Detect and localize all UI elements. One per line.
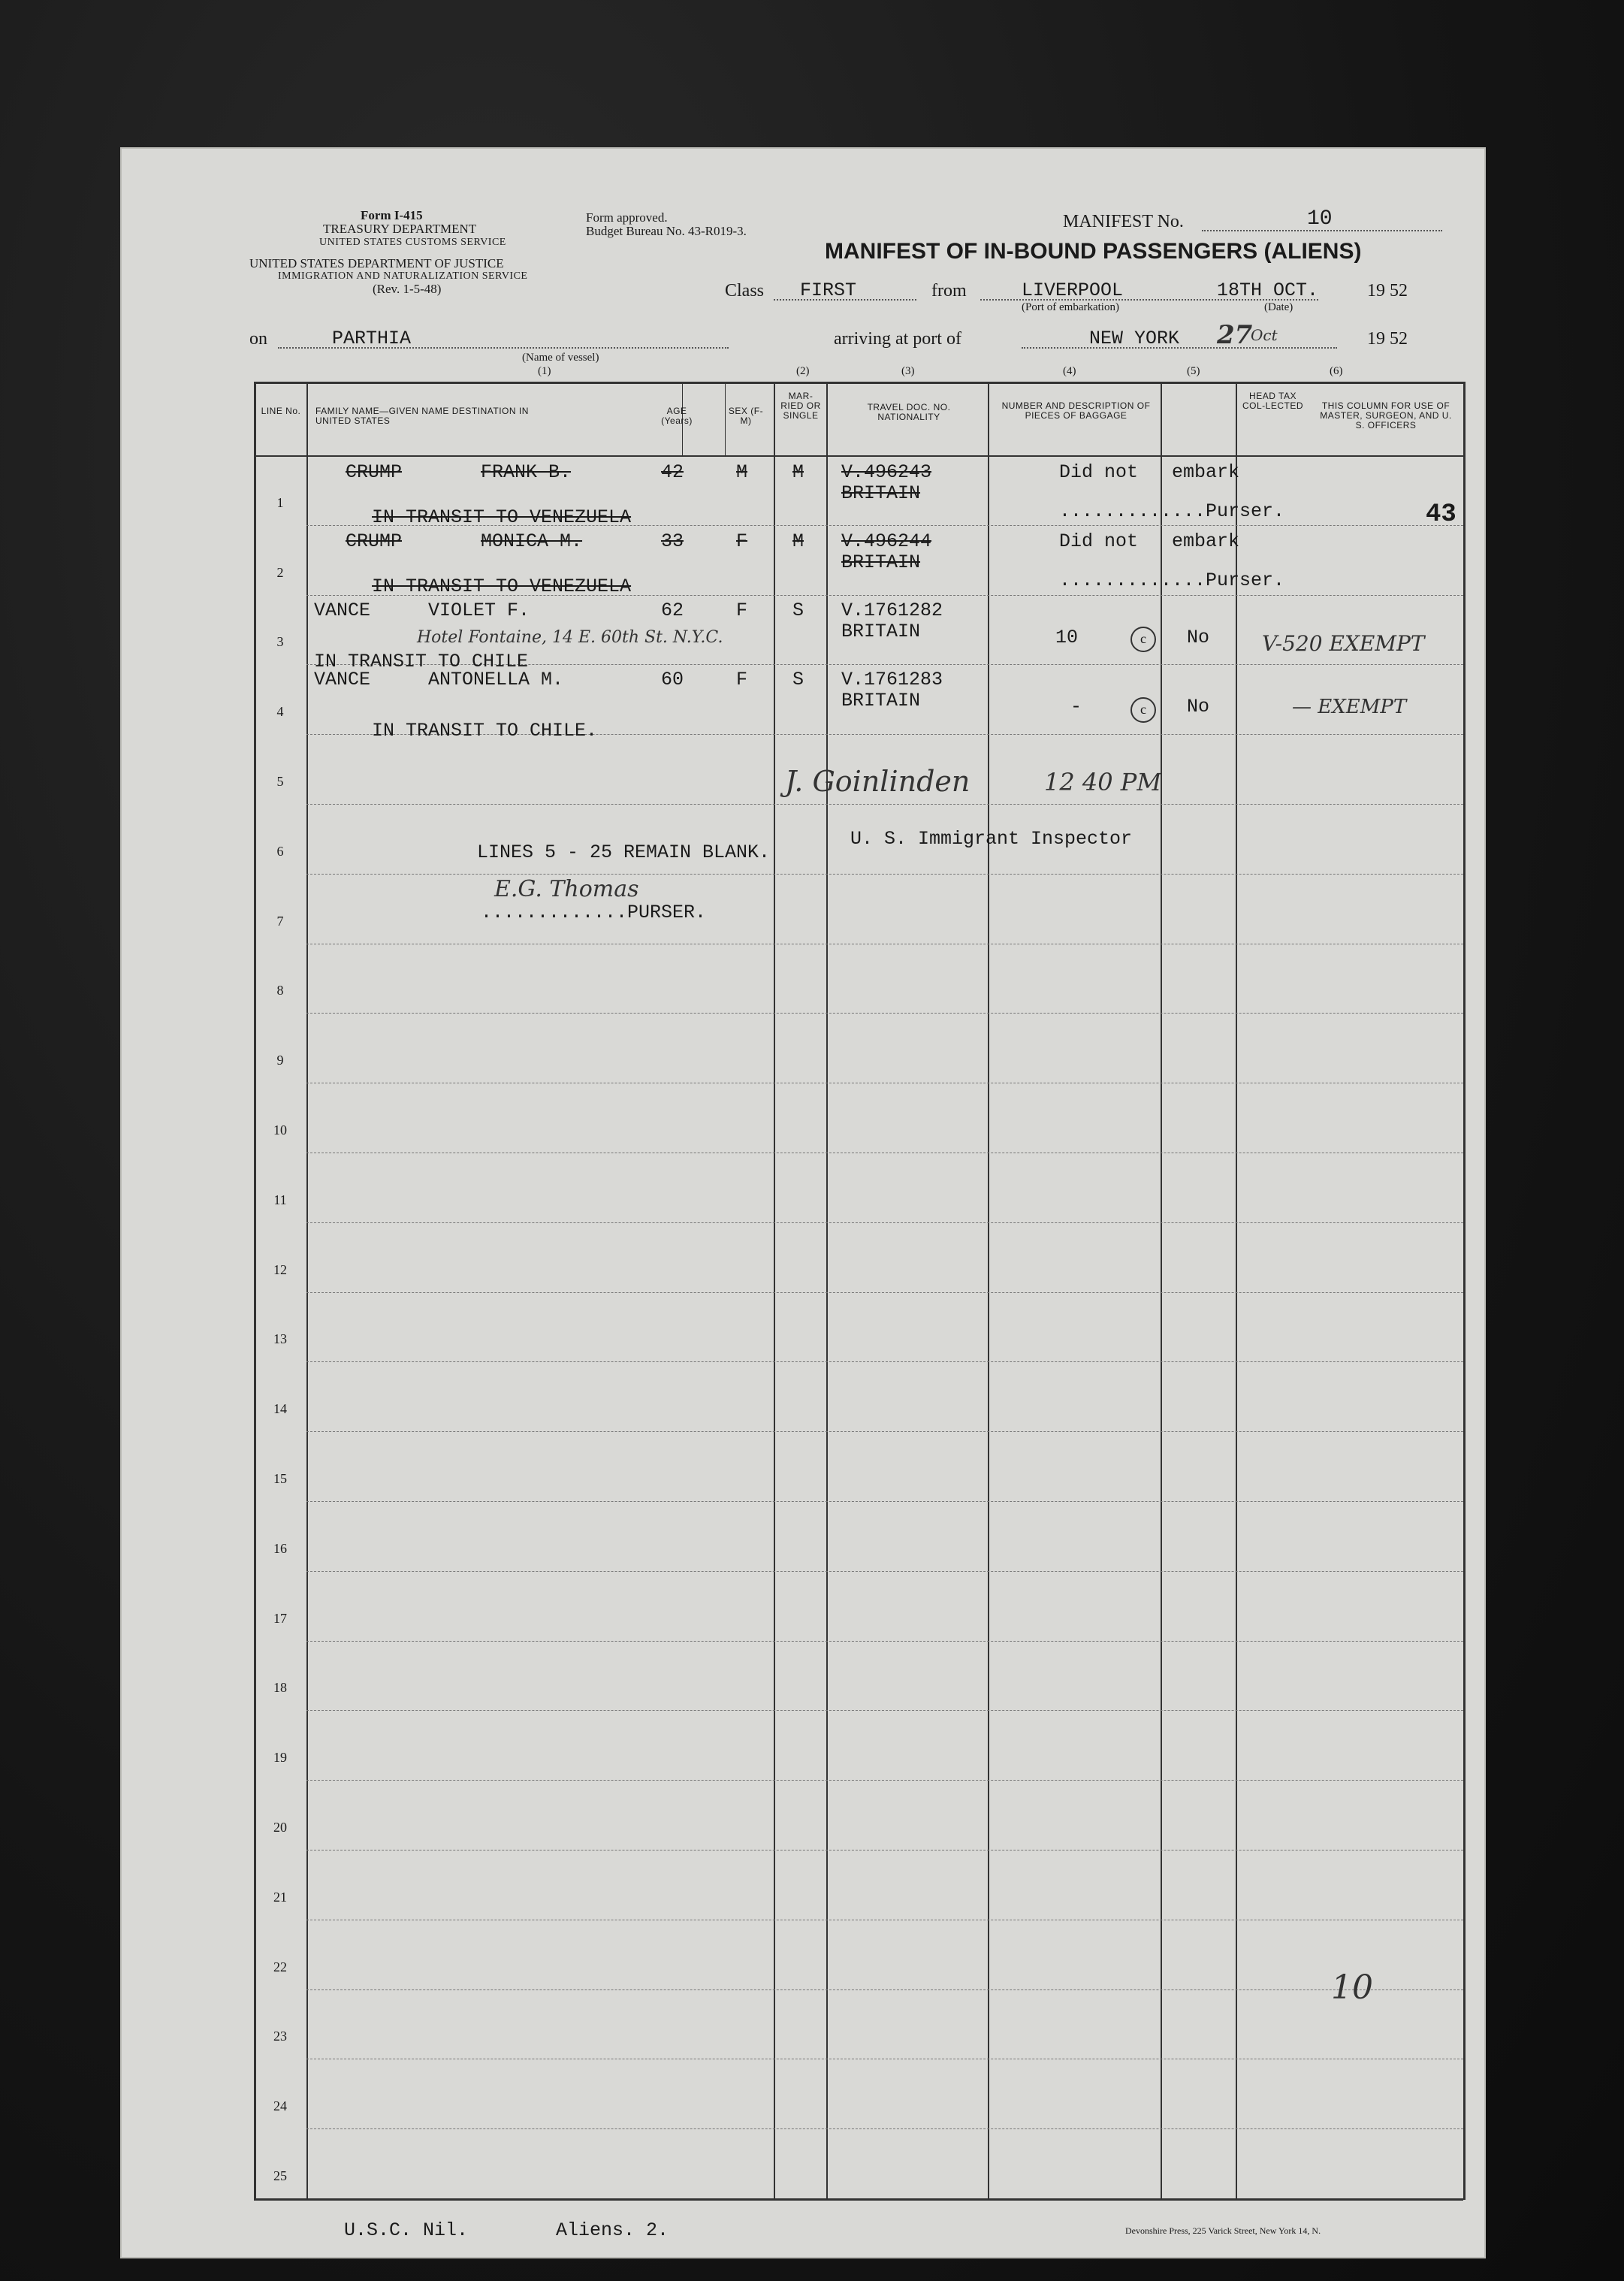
inspector-time: 12 40 PM: [1044, 768, 1162, 796]
form-number: Form I-415: [361, 208, 423, 222]
row1-officers: .............Purser.: [1059, 500, 1285, 522]
row2-transit: IN TRANSIT TO VENEZUELA: [372, 576, 632, 597]
row1-given: FRANK B.: [481, 461, 572, 483]
line-number: 10: [273, 1122, 287, 1137]
row3-officers: V-520 EXEMPT: [1262, 631, 1425, 656]
row3-ms: S: [792, 600, 804, 621]
row2-headtax: embark: [1172, 530, 1240, 552]
colnum-5: (5): [1187, 365, 1200, 377]
header-sex: SEX (F-M): [728, 406, 764, 426]
row-divider: [306, 1431, 1463, 1432]
footer-usc: U.S.C. Nil.: [344, 2219, 469, 2241]
form-approved: Form approved.: [586, 210, 668, 225]
row2-family: CRUMP: [346, 530, 403, 552]
row4-given: ANTONELLA M.: [428, 669, 564, 690]
class-value: FIRST: [800, 279, 857, 301]
header-baggage: NUMBER AND DESCRIPTION OF PIECES OF BAGGAGE: [1001, 400, 1151, 421]
line-number: 22: [273, 1959, 287, 1974]
row2-baggage: Did not: [1059, 530, 1139, 552]
col-border-right: [1463, 382, 1466, 2200]
manifest-page: [120, 147, 1486, 2258]
purser-label: .............PURSER.: [481, 902, 707, 923]
row3-nat: BRITAIN: [841, 621, 921, 642]
row3-baggage: 10: [1055, 627, 1079, 648]
row-divider: [306, 804, 1463, 805]
row1-family: CRUMP: [346, 461, 403, 483]
arrival-month-hand: Oct: [1251, 326, 1278, 344]
row-divider: [306, 1571, 1463, 1572]
row-divider: [306, 1292, 1463, 1293]
colnum-3: (3): [901, 365, 915, 377]
row3-hand-destination: Hotel Fontaine, 14 E. 60th St. N.Y.C.: [417, 628, 723, 647]
row-divider: [306, 1222, 1463, 1223]
row-divider: [306, 1501, 1463, 1502]
embark-date: 18TH OCT.: [1217, 279, 1319, 301]
treasury-dept: TREASURY DEPARTMENT: [323, 222, 477, 236]
footer-aliens: Aliens. 2.: [556, 2219, 669, 2241]
row-divider: [306, 2128, 1463, 2129]
row-divider: [306, 1361, 1463, 1362]
line-number: 14: [273, 1401, 287, 1417]
line-number: 20: [273, 1820, 287, 1835]
line-number: 24: [273, 2098, 287, 2114]
class-label: Class: [725, 281, 765, 301]
from-label: from: [931, 281, 967, 301]
row1-ms: M: [792, 461, 804, 483]
revision: (Rev. 1-5-48): [373, 282, 442, 296]
row1-age: 42: [661, 461, 684, 483]
row2-ms: M: [792, 530, 804, 552]
line-number: 1: [276, 494, 284, 510]
line-number: 2: [276, 564, 284, 580]
remain-blank-note: LINES 5 - 25 REMAIN BLANK.: [477, 841, 771, 863]
line-number: 6: [276, 843, 284, 859]
purser-signature: E.G. Thomas: [494, 876, 639, 902]
table-bottom-border: [254, 2198, 1463, 2201]
bottom-hand-number: 10: [1331, 1968, 1373, 2007]
colnum-4: (4): [1063, 365, 1076, 377]
row4-doc: V.1761283: [841, 669, 943, 690]
col-border-travel: [988, 382, 989, 2200]
row3-headtax: No: [1187, 627, 1210, 648]
row3-given: VIOLET F.: [428, 600, 530, 621]
line-number: 4: [276, 704, 284, 720]
manifest-no: 10: [1307, 207, 1333, 231]
arrival-port: NEW YORK: [1089, 328, 1180, 349]
row2-age: 33: [661, 530, 684, 552]
colnum-6: (6): [1330, 365, 1343, 377]
year-1: 19 52: [1367, 281, 1408, 301]
row1-headtax: embark: [1172, 461, 1240, 483]
col-border-headtax: [1236, 382, 1237, 2200]
line-number: 17: [273, 1610, 287, 1626]
col-border-name-end: [774, 382, 775, 2200]
header-age: AGE (Years): [661, 406, 693, 426]
header-travel: TRAVEL DOC. NO. NATIONALITY: [867, 402, 951, 422]
row2-officers: .............Purser.: [1059, 569, 1285, 591]
header-headtax: HEAD TAX COL-LECTED: [1242, 391, 1303, 411]
from-port: LIVERPOOL: [1022, 279, 1124, 301]
row4-sex: F: [736, 669, 748, 690]
row1-transit: IN TRANSIT TO VENEZUELA: [372, 506, 632, 528]
row3-transit: IN TRANSIT TO CHILE: [314, 651, 529, 672]
year-2: 19 52: [1367, 329, 1408, 349]
row2-doc: V.496244: [841, 530, 932, 552]
row3-stamp: c: [1130, 627, 1156, 652]
customs-service: UNITED STATES CUSTOMS SERVICE: [319, 237, 506, 248]
row-divider: [306, 1780, 1463, 1781]
line-number: 7: [276, 913, 284, 929]
row4-baggage: -: [1070, 696, 1082, 718]
row1-sex: M: [736, 461, 748, 483]
row1-baggage: Did not: [1059, 461, 1139, 483]
on-label: on: [249, 329, 267, 349]
line-number: 9: [276, 1053, 284, 1068]
line-number: 3: [276, 634, 284, 650]
header-name: FAMILY NAME—GIVEN NAME DESTINATION IN UNITED STATES: [315, 406, 529, 426]
row-divider: [306, 1989, 1463, 1990]
header-line: LINE No.: [261, 406, 301, 416]
col-border-line: [306, 382, 308, 2200]
line-number: 23: [273, 2029, 287, 2044]
colnum-2: (2): [796, 365, 810, 377]
row4-family: VANCE: [314, 669, 371, 690]
header-officers: THIS COLUMN FOR USE OF MASTER, SURGEON, AND U. S. OFFICERS: [1320, 400, 1452, 431]
row3-doc: V.1761282: [841, 600, 943, 621]
row3-family: VANCE: [314, 600, 371, 621]
manifest-label: MANIFEST No.: [1063, 212, 1184, 231]
budget-bureau: Budget Bureau No. 43-R019-3.: [586, 224, 747, 238]
col-border-married: [826, 382, 828, 2200]
row2-given: MONICA M.: [481, 530, 583, 552]
footer-printer: Devonshire Press, 225 Varick Street, New York 14, N.: [1125, 2225, 1321, 2236]
line-number: 21: [273, 1889, 287, 1905]
row-divider: [306, 1013, 1463, 1014]
line-number: 16: [273, 1540, 287, 1556]
row4-transit: IN TRANSIT TO CHILE.: [372, 720, 598, 742]
right-margin-number: 43: [1426, 500, 1456, 529]
row-divider: [306, 1641, 1463, 1642]
row1-doc: V.496243: [841, 461, 932, 483]
ins-service: IMMIGRATION AND NATURALIZATION SERVICE: [278, 270, 528, 282]
inspector-title: U. S. Immigrant Inspector: [850, 828, 1133, 850]
vessel-col-num: (1): [538, 365, 551, 377]
row4-officers: — EXEMPT: [1292, 696, 1407, 718]
row4-nat: BRITAIN: [841, 690, 921, 711]
line-number: 18: [273, 1680, 287, 1696]
line-number: 25: [273, 2168, 287, 2183]
row-divider: [306, 1710, 1463, 1711]
line-number: 8: [276, 983, 284, 999]
row2-nat: BRITAIN: [841, 551, 921, 573]
header-married: MAR-RIED OR SINGLE: [780, 391, 821, 421]
line-number: 11: [273, 1192, 287, 1207]
port-embark-caption: (Port of embarkation): [1022, 301, 1119, 313]
row1-nat: BRITAIN: [841, 482, 921, 504]
date-caption: (Date): [1264, 301, 1293, 313]
row3-sex: F: [736, 600, 748, 621]
line-number: 19: [273, 1750, 287, 1766]
line-number: 13: [273, 1331, 287, 1347]
row3-age: 62: [661, 600, 684, 621]
table-header-border: [254, 455, 1463, 457]
line-number: 15: [273, 1471, 287, 1486]
line-number: 5: [276, 774, 284, 789]
row4-age: 60: [661, 669, 684, 690]
row4-stamp: c: [1130, 697, 1156, 723]
vessel-caption: (Name of vessel): [522, 352, 599, 364]
arrival-date-hand: 27: [1217, 320, 1253, 350]
arriving-label: arriving at port of: [834, 329, 961, 349]
table-top-border: [254, 382, 1463, 384]
line-number: 12: [273, 1261, 287, 1277]
inspector-signature: J. Goinlinden: [785, 765, 970, 798]
manifest-title: MANIFEST OF IN-BOUND PASSENGERS (ALIENS): [825, 239, 1362, 264]
col-border-left: [254, 382, 256, 2200]
col-border-sex: [725, 382, 726, 457]
vessel-name: PARTHIA: [332, 328, 412, 349]
row2-sex: F: [736, 530, 748, 552]
row-divider: [306, 874, 1463, 875]
row4-headtax: No: [1187, 696, 1210, 718]
row4-ms: S: [792, 669, 804, 690]
justice-dept: UNITED STATES DEPARTMENT OF JUSTICE: [249, 256, 504, 270]
col-border-baggage: [1161, 382, 1162, 2200]
